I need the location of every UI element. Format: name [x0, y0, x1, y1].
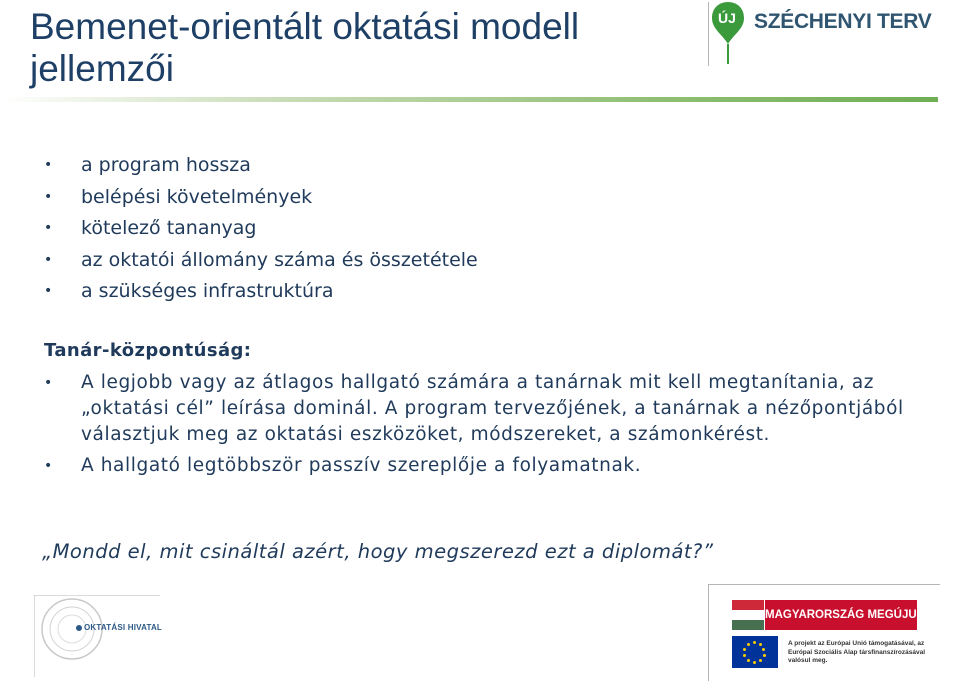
list-item: • a szükséges infrastruktúra [44, 276, 478, 308]
list-item: • a program hossza [44, 150, 478, 182]
logo-text: SZÉCHENYI TERV [754, 10, 932, 33]
feature-bullet-list [44, 150, 478, 308]
hungarian-flag-icon [732, 600, 764, 630]
slide-title: Bemenet-orientált oktatási modell jellemzői [30, 6, 580, 89]
logo-divider [708, 584, 709, 681]
oktatasi-hivatal-logo [34, 595, 163, 677]
oktatasi-hivatal-emblem-icon [34, 595, 163, 677]
list-item: • kötelező tananyag [44, 213, 478, 245]
logo-divider [708, 584, 940, 585]
section-heading: Tanár-központúság: [44, 340, 252, 361]
list-item: • az oktatói állomány száma és összetétele [44, 245, 478, 277]
quote-text: „Mondd el, mit csináltál azért, hogy megszerezd ezt a diplomát?” [42, 540, 714, 563]
logo-text: OKTATÁSI HIVATAL [84, 623, 163, 632]
eu-flag-icon [732, 636, 778, 668]
eu-funding-text: A projekt az Európai Unió támogatásával, az Európai Szociális Alap társfinanszírozásával valósul meg. [788, 640, 926, 664]
header-divider [0, 97, 938, 102]
list-item: • belépési követelmények [44, 182, 478, 214]
list-item: • A legjobb vagy az átlagos hallgató számára a tanárnak mit kell megtanítania, az „oktatási cél” leírása dominál. A program tervezőjének, a tanárnak a nézőpontjából választjuk meg az oktatási eszközöket, módszereket, a számonkérést. [44, 370, 924, 448]
szechenyi-terv-logo [708, 2, 940, 66]
magyarorszag-megujul-banner: MAGYARORSZÁG MEGÚJUL [765, 600, 917, 630]
description-list [44, 370, 924, 484]
logo-divider [708, 2, 709, 66]
funding-logos [708, 584, 940, 681]
list-item: • A hallgató legtöbbször passzív szereplője a folyamatnak. [44, 453, 924, 479]
logo-pin-text: ÚJ [718, 10, 736, 26]
